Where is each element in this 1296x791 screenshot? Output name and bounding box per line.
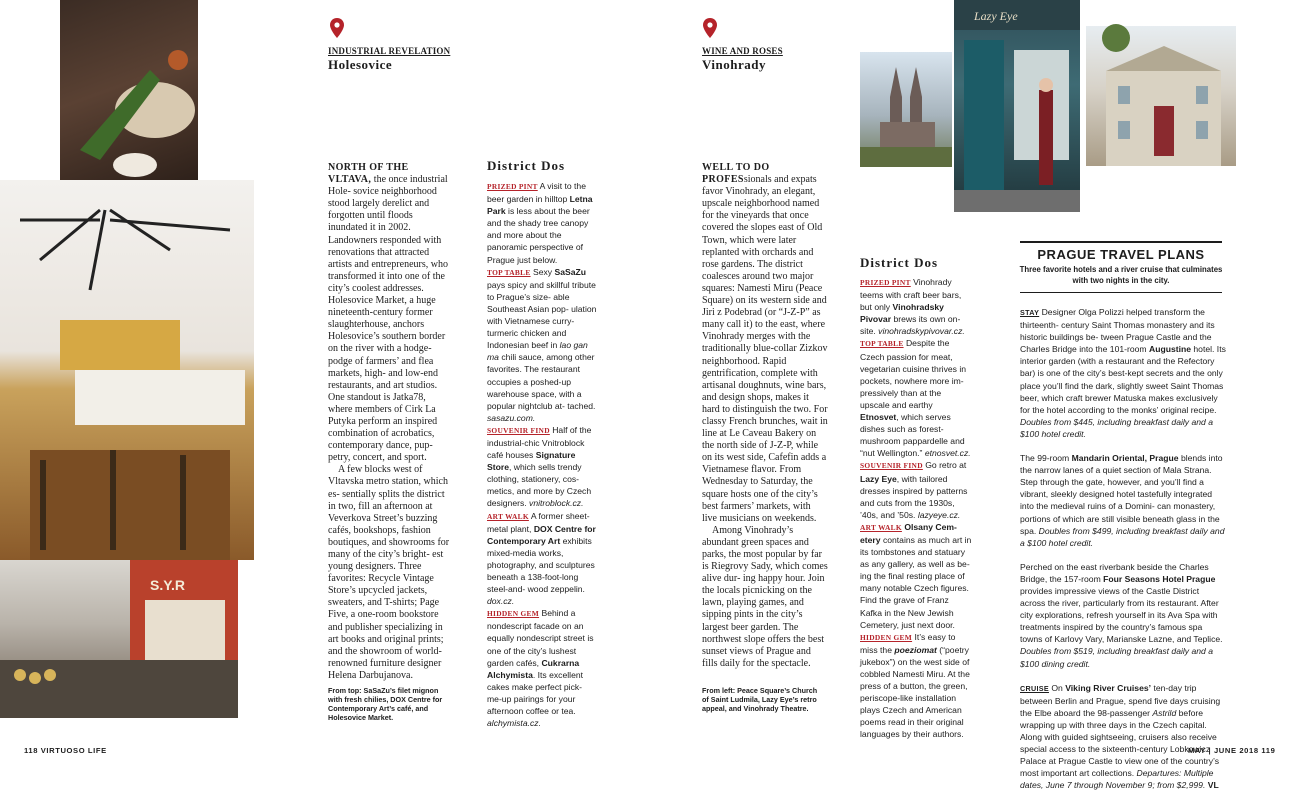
fs-text-a: Perched on the east riverbank beside the Charles Bridge, the 157-room <box>1020 561 1209 584</box>
vl-sign: VL <box>1207 780 1219 791</box>
plans-subtitle: Three favorite hotels and a river cruise that culminates with two nights in the city. <box>1019 265 1223 285</box>
tag-art-walk-2: ART WALK <box>860 522 902 532</box>
stay-price: Doubles from $445, including breakfast daily and a $100 hotel credit. <box>1020 416 1213 439</box>
top-text-a: Sexy <box>532 266 553 277</box>
plans-body <box>1020 306 1226 791</box>
etnosvet-url: etnosvet.cz. <box>924 448 971 459</box>
district-dos-body-2 <box>860 276 972 741</box>
folio-right: MAY | JUNE 2018 119 <box>1188 746 1276 755</box>
folio-left: 118 VIRTUOSO LIFE <box>24 746 107 755</box>
tag-souvenir-find-2: SOUVENIR FIND <box>860 461 923 471</box>
souv-text-a: Half of the industrial-chic Vnitroblock café houses <box>487 424 592 461</box>
theatre-photo <box>1086 26 1236 166</box>
top2-text-b: , which serves dishes such as forest- mushroom pappardelle and “nut Wellington.” <box>860 412 965 459</box>
holesovice-p1: the once industrial Hole- sovice neighborhood stood largely derelict and forgotten until floods inundated it in 2002. Landowners responded with renovations that attracted artists and entrepreneurs, who transformed it into one of the city’s coolest addresses. Holesovice Market, a huge nineteenth-century former slaughterhouse, anchors Holesovice’s southern border on the river with a hodge- podge of farmers’ and flea markets, high- and low-end restaurants, and art studios. One standout is Jatka78, where members of Cirk La Putyka perform an inspired combination of acrobatics, contemporary dance, pup- petry, concert, and sport. <box>328 174 448 464</box>
olsany-cemetery: Olsany Cem- etery <box>860 521 957 545</box>
cruise-text-c: before wrapping up with three days in the Czech capital. Along with guided sightseeing, cruisers also receive special access to the sixteenth-century Lobkowicz Palace at Prague Castle to view one of the country’s most important art collections. <box>1020 707 1220 779</box>
top-text-c: chili sauce, among other favorites. The restaurant occupies a poshed-up warehouse space, with a popular nightclub at- tached. <box>487 352 596 411</box>
sasazu: SaSaZu <box>554 266 586 277</box>
fs-price: Doubles from $519, including breakfast daily and a $100 dining credit. <box>1020 646 1213 669</box>
district-dos-heading-1: District Dos <box>487 158 566 173</box>
art-text-a: A former sheet-metal plant, <box>487 510 590 534</box>
svg-text:Lazy Eye: Lazy Eye <box>974 9 1018 23</box>
plans-top-rule <box>1020 241 1222 243</box>
holesovice-kicker: INDUSTRIAL REVELATION <box>328 46 451 56</box>
vinohrady-body <box>702 162 828 670</box>
vinohrady-title: Vinohrady <box>702 57 766 72</box>
gem-text-a: Behind a nondescript facade on an equally nondescript street is one of the city’s lushest garden cafés, <box>487 608 594 668</box>
shop-photo <box>954 0 1080 212</box>
lao-gan-ma: lao gan ma <box>487 340 588 363</box>
augustine: Augustine <box>1148 344 1191 355</box>
dox-centre: DOX Centre for Contemporary Art <box>487 523 596 546</box>
dox-url: dox.cz. <box>487 596 515 607</box>
holesovice-p2: A few blocks west of Vltavska metro station, which es- sentially splits the district in two, fill an afternoon at Veverkova Street’s buzzing cafés, bookshops, fashion boutiques, and showrooms for many of the city’s bright- est young designers. Three favorites: Recycle Vintage Store’s upcycled jackets, sweaters, and T-shirts; Page Five, a one-room bookstore and publisher specializing in art books and original prints; and the showroom of world- renowned furniture designer Helena Darbujanova. <box>328 464 450 681</box>
astrild: Astrild <box>1152 707 1177 718</box>
food-photo <box>60 0 198 190</box>
letna-park: Letna Park <box>487 194 593 217</box>
prized-text-a: A visit to the beer garden in hilltop <box>487 181 586 205</box>
holesovice-body <box>328 162 452 682</box>
tag-top-table: TOP TABLE <box>487 267 531 277</box>
church-photo <box>860 52 952 167</box>
holesovice-lead: NORTH OF THE VLTAVA, <box>328 162 409 186</box>
pivovar-url: vinohradskypivovar.cz. <box>878 326 965 337</box>
vnitroblock-url: vnitroblock.cz. <box>529 498 584 509</box>
location-pin-icon <box>703 18 717 38</box>
lazy-eye: Lazy Eye <box>860 473 897 484</box>
tag-art-walk: ART WALK <box>487 511 529 521</box>
prized2-text-b: brews its own on- site. <box>860 314 961 337</box>
gem-text-b: . Its excellent cakes make perfect pick- me-up pairings for your afternoon coffee or tea. <box>487 669 584 717</box>
cruise-text-a: On <box>1051 682 1063 693</box>
tag-souvenir-find: SOUVENIR FIND <box>487 425 550 435</box>
vinohrady-lead: WELL TO DO PROFES <box>702 162 770 186</box>
prized2-text-a: Vinohrady teems with craft beer bars, but only <box>860 277 962 313</box>
tag-hidden-gem-2: HIDDEN GEM <box>860 632 913 642</box>
vinohrady-caption: From left: Peace Square’s Church of Saint Ludmila, Lazy Eye’s retro appeal, and Vinohrady Theatre. <box>702 686 818 713</box>
fs-text-b: provides impressive views of the Castle District across the river, particularly from its restaurant. After city explorations, refresh yourself in its Ava Spa with treatments inspired by the country’s famous spa towns of Karlovy Vary, Marianske Lazne, and Teplice. <box>1020 585 1223 645</box>
cruise-text-b: ten-day trip between Berlin and Prague, spend five days cruising the Elbe aboard the 98-passenger <box>1020 682 1221 718</box>
mo-price: Doubles from $499, including breakfast daily and a $100 hotel credit. <box>1020 525 1225 548</box>
stay-text-b: hotel. Its interior garden (with a restaurant and the Refectory bar) is one of the city’s best-kept secrets and the only place you’ll find the dark, slightly sweet Saint Thomas beer, which craft brewer Matuska makes exclusively for the hotel according to the monks’ original recipe. <box>1020 344 1226 415</box>
four-seasons: Four Seasons Hotel Prague <box>1103 573 1216 584</box>
mandarin-oriental: Mandarin Oriental, Prague <box>1071 453 1179 464</box>
tag-top-table-2: TOP TABLE <box>860 339 904 349</box>
top2-text-a: Despite the Czech passion for meat, vegetarian cuisine thrives in pockets, nowhere more im- pressively than at the upscale and earthy <box>860 338 967 410</box>
stay-label: STAY <box>1020 308 1040 317</box>
vinohrady-p2: Among Vinohrady’s abundant green spaces and parks, the most popular by far is Riegrovy Sady, which comes alive dur- ing happy hour. Join the locals picnicking on the lawn, playing games, and sipping pints in the city’s largest beer garden. The northwest slope offers the best sunset views of Prague and fills daily for the spectacle. <box>702 524 828 669</box>
market-sign-text: S.Y.R <box>150 577 186 593</box>
vinohradsky-pivovar: Vinohradsky Pivovar <box>860 302 944 325</box>
vinohrady-kicker: WINE AND ROSES <box>702 46 783 56</box>
cukrarna-alchymista: Cukrarna Alchymista <box>487 657 580 680</box>
tag-prized-pint: PRIZED PINT <box>487 182 538 191</box>
holesovice-title: Holesovice <box>328 57 393 72</box>
cafe-photo <box>0 180 254 560</box>
viking-river-cruises: Viking River Cruises’ <box>1065 682 1152 693</box>
mo-text-a: The 99-room <box>1020 453 1070 464</box>
art2-text-b: contains as much art in its tombstones and statuary as any gallery, as well as be- ing the final resting place of many notable Czech figures. Find the grave of Franz Kafka in the New Jewish Cemetery, just next door. <box>860 534 972 630</box>
tag-prized-pint-2: PRIZED PINT <box>860 278 911 287</box>
souv2-text-b: , with tailored dresses inspired by patterns and cuts from the 1930s, ’40s, and ’50s. <box>860 473 968 520</box>
mo-text-b: blends into the narrow lanes of a quiet section of Mala Strana. Step through the gate, however, and you’ll find a vibrant, sleekly designed hotel tastefully integrated into the medieval ruins of a Domini- can monastery, portions of which are still visible beneath glass in the spa. <box>1020 453 1223 536</box>
market-photo <box>0 560 238 718</box>
plans-title: PRAGUE TRAVEL PLANS <box>1037 247 1205 262</box>
alchymista-url: alchymista.cz. <box>487 718 541 729</box>
souv2-text-a: Go retro at <box>925 460 967 471</box>
poeziomat: poezіomat <box>894 644 937 655</box>
souv-text-b: , which sells trendy clothing, stationery, cos- metics, and more by Czech designers. <box>487 462 592 509</box>
prized-text-b: is less about the beer and the shady tree canopy and more about the panoramic perspective of Prague just below. <box>487 206 590 265</box>
gem2-text-b: (“poetry jukebox”) on the west side of cobbled Namesti Miru. At the press of a button, the green, periscope-like installation plays Czech and American poems read in their original languages by their authors. <box>860 644 970 740</box>
cruise-label: CRUISE <box>1020 683 1049 693</box>
sasazu-url: sasazu.com. <box>487 412 536 423</box>
stay-text-a: Designer Olga Polizzi helped transform the thirteenth- century Saint Thomas monastery and its historic buildings be- tween Prague Castle and the Charles Bridge into the 101-room <box>1020 307 1215 355</box>
signature-store: Signature Store <box>487 450 576 473</box>
cruise-price: Departures: Multiple dates, June 7 through November 9; from $2,999. <box>1020 768 1214 791</box>
vinohrady-p1: sionals and expats favor Vinohrady, an elegant, upscale neighborhood named for the vineyards that once covered the slopes east of Old Town, which were later replanted with orchards and rose gardens. The district coalesces around two major squares: Namesti Miru (Peace Square) on its western side and Jiri z Podebrad (or “J-Z-P” as many call it) to the east, where Vinohrady merges with the traditionally blue-collar Zizkov neighborhood. Rapid gentrification, complete with artisanal doughnuts, wine bars, and design shops, makes it hard to distinguish the two. For classy French brunches, wait in line at Le Caveau Bakery on the north side of J-Z-P, while on its west side, Cafefin adds a Vietnamese flavor. From Wednesday to Saturday, the square hosts one of the city’s best farmers’ markets, with live musicians on weekends. <box>702 174 828 524</box>
etnosvet: Etnosvet <box>860 412 897 423</box>
location-pin-icon <box>330 18 344 38</box>
art-text-b: exhibits mixed-media works, photography, and sculptures beneath a 138-foot-long steel-and- wood zeppelin. <box>487 535 595 595</box>
district-dos-heading-2: District Dos <box>860 255 939 270</box>
plans-bottom-rule <box>1020 292 1222 293</box>
district-dos-body-1 <box>487 180 597 729</box>
holesovice-caption: From top: SaSaZu’s filet mignon with fresh chilies, DOX Centre for Contemporary Art’s café, and Holesovice Market. <box>328 686 443 722</box>
top-text-b: pays spicy and skillful tribute to Prague’s size- able Southeast Asian pop- ulation with Vietnamese curry-turmeric chicken and Indonesian beef in <box>487 279 597 351</box>
gem2-text-a: It’s easy to miss the <box>860 631 956 655</box>
tag-hidden-gem: HIDDEN GEM <box>487 609 540 619</box>
lazyeye-url: lazyeye.cz. <box>917 509 961 520</box>
